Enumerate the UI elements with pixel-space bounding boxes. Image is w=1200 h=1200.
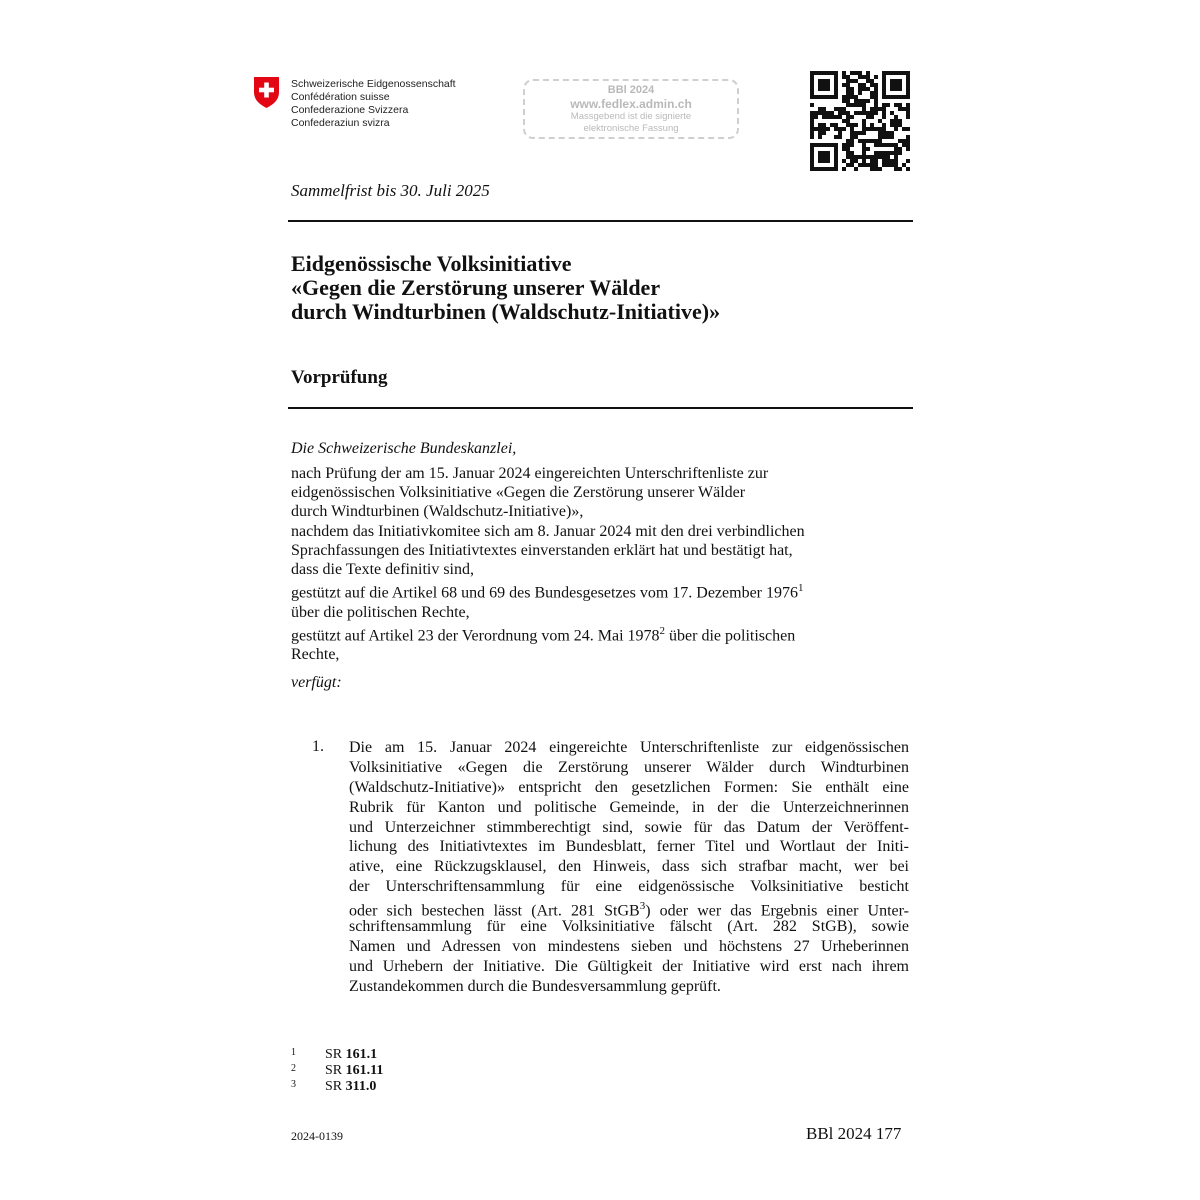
paragraph-line: der Unterschriftensammlung für eine eidgenössische Volksinitiative besticht xyxy=(349,878,909,896)
qr-code-icon xyxy=(810,71,910,171)
stamp-line-2: www.fedlex.admin.ch xyxy=(570,97,692,111)
section-heading: Vorprüfung xyxy=(291,367,388,388)
paragraph-line: Die am 15. Januar 2024 eingereichte Unterschriftenliste zur eidgenössischen xyxy=(349,739,909,756)
footnote-reference[interactable]: 161.11 xyxy=(345,1063,384,1078)
confederation-name-fr: Confédération suisse xyxy=(291,91,390,103)
clause-text: über die politischen xyxy=(665,627,796,645)
footnote-reference[interactable]: 311.0 xyxy=(345,1079,377,1094)
verdict-label: verfügt: xyxy=(291,674,342,691)
footnote-ref[interactable]: 3 xyxy=(639,900,646,913)
preamble-clauses xyxy=(291,464,805,665)
title-line-2: «Gegen die Zerstörung unserer Wälder xyxy=(291,275,661,300)
paragraph-line: (Waldschutz-Initiative)» entspricht den gesetzlichen Formen: Sie enthält eine xyxy=(349,778,909,796)
issuing-authority: Die Schweizerische Bundeskanzlei, xyxy=(291,440,517,457)
clause-line xyxy=(291,622,805,646)
confederation-name-de: Schweizerische Eidgenossenschaft xyxy=(291,78,456,90)
paragraph-line: Namen und Adressen von mindestens sieben und höchstens 27 Urheberinnen xyxy=(349,937,909,955)
clause-line xyxy=(291,579,805,603)
item-paragraph xyxy=(349,738,909,997)
stamp-line-4: elektronische Fassung xyxy=(583,123,679,134)
footnote-prefix: SR xyxy=(325,1079,343,1094)
document-number: 2024-0139 xyxy=(291,1129,343,1143)
footnote-prefix: SR xyxy=(325,1063,343,1078)
footnote-reference[interactable]: 161.1 xyxy=(345,1047,378,1062)
page-title xyxy=(291,252,720,324)
title-line-1: Eidgenössische Volksinitiative xyxy=(291,251,572,276)
stamp-line-1: BBl 2024 xyxy=(607,84,655,96)
collection-deadline: Sammelfrist bis 30. Juli 2025 xyxy=(291,181,490,200)
divider xyxy=(288,220,913,222)
paragraph-text: ) oder wer das Ergebnis einer Unter- xyxy=(645,902,909,920)
fedlex-stamp xyxy=(523,79,739,139)
paragraph-line xyxy=(349,897,909,920)
swiss-coat-of-arms-icon xyxy=(254,77,279,108)
clause-text: gestützt auf Artikel 23 der Verordnung vom 24. Mai 1978 xyxy=(291,627,660,645)
footnote xyxy=(291,1063,383,1079)
clause-line: nachdem das Initiativkomitee sich am 8. Januar 2024 mit den drei verbindlichen xyxy=(291,522,805,540)
page-reference: BBl 2024 177 xyxy=(806,1124,902,1143)
stamp-line-3: Massgebend ist die signierte xyxy=(570,111,692,122)
paragraph-line: lichung des Initiativtextes im Bundesblatt, ferner Titel und Wortlaut der Initi- xyxy=(349,838,909,856)
clause-line: eidgenössischen Volksinitiative «Gegen die Zerstörung unserer Wälder xyxy=(291,484,746,502)
clause-line: dass die Texte definitiv sind, xyxy=(291,561,474,579)
item-number: 1. xyxy=(312,738,324,755)
footnote xyxy=(291,1079,376,1095)
paragraph-text: oder sich bestechen lässt (Art. 281 StGB xyxy=(349,902,640,920)
clause-line: Sprachfassungen des Initiativtextes einverstanden erklärt hat und bestätigt hat, xyxy=(291,541,793,559)
confederation-name-it: Confederazione Svizzera xyxy=(291,104,409,116)
title-line-3: durch Windturbinen (Waldschutz-Initiative)» xyxy=(291,299,721,324)
paragraph-line: und Unterzeichner stimmberechtigt sind, sowie für das Datum der Veröffent- xyxy=(349,818,909,836)
footnote-number: 3 xyxy=(291,1079,296,1090)
paragraph-line: Zustandekommen durch die Bundesversammlung geprüft. xyxy=(349,977,721,995)
paragraph-line: und Urhebern der Initiative. Die Gültigkeit der Initiative wird erst nach ihrem xyxy=(349,957,909,975)
footnote-ref[interactable]: 2 xyxy=(659,624,666,637)
footnote-ref[interactable]: 1 xyxy=(798,582,804,595)
paragraph-line: schriftensammlung für eine Volksinitiative fälscht (Art. 282 StGB), sowie xyxy=(349,918,909,936)
clause-line: nach Prüfung der am 15. Januar 2024 eingereichten Unterschriftenliste zur xyxy=(291,465,769,482)
confederation-name-rm: Confederaziun svizra xyxy=(291,117,390,129)
paragraph-line: ative, eine Rückzugsklausel, den Hinweis, dass sich strafbar macht, wer bei xyxy=(349,858,909,876)
footnote-number: 1 xyxy=(291,1047,296,1058)
footnote-number: 2 xyxy=(291,1063,296,1074)
clause-line: über die politischen Rechte, xyxy=(291,603,470,621)
paragraph-line: Rubrik für Kanton und politische Gemeinde, in der die Unterzeichnerinnen xyxy=(349,798,909,816)
clause-line: Rechte, xyxy=(291,646,340,664)
paragraph-line: Volksinitiative «Gegen die Zerstörung unserer Wälder durch Windturbinen xyxy=(349,758,909,776)
clause-text: gestützt auf die Artikel 68 und 69 des Bundesgesetzes vom 17. Dezember 1976 xyxy=(291,584,798,602)
divider xyxy=(288,407,913,409)
footnote xyxy=(291,1047,377,1063)
clause-line: durch Windturbinen (Waldschutz-Initiative)», xyxy=(291,503,584,521)
footnote-prefix: SR xyxy=(325,1047,343,1062)
